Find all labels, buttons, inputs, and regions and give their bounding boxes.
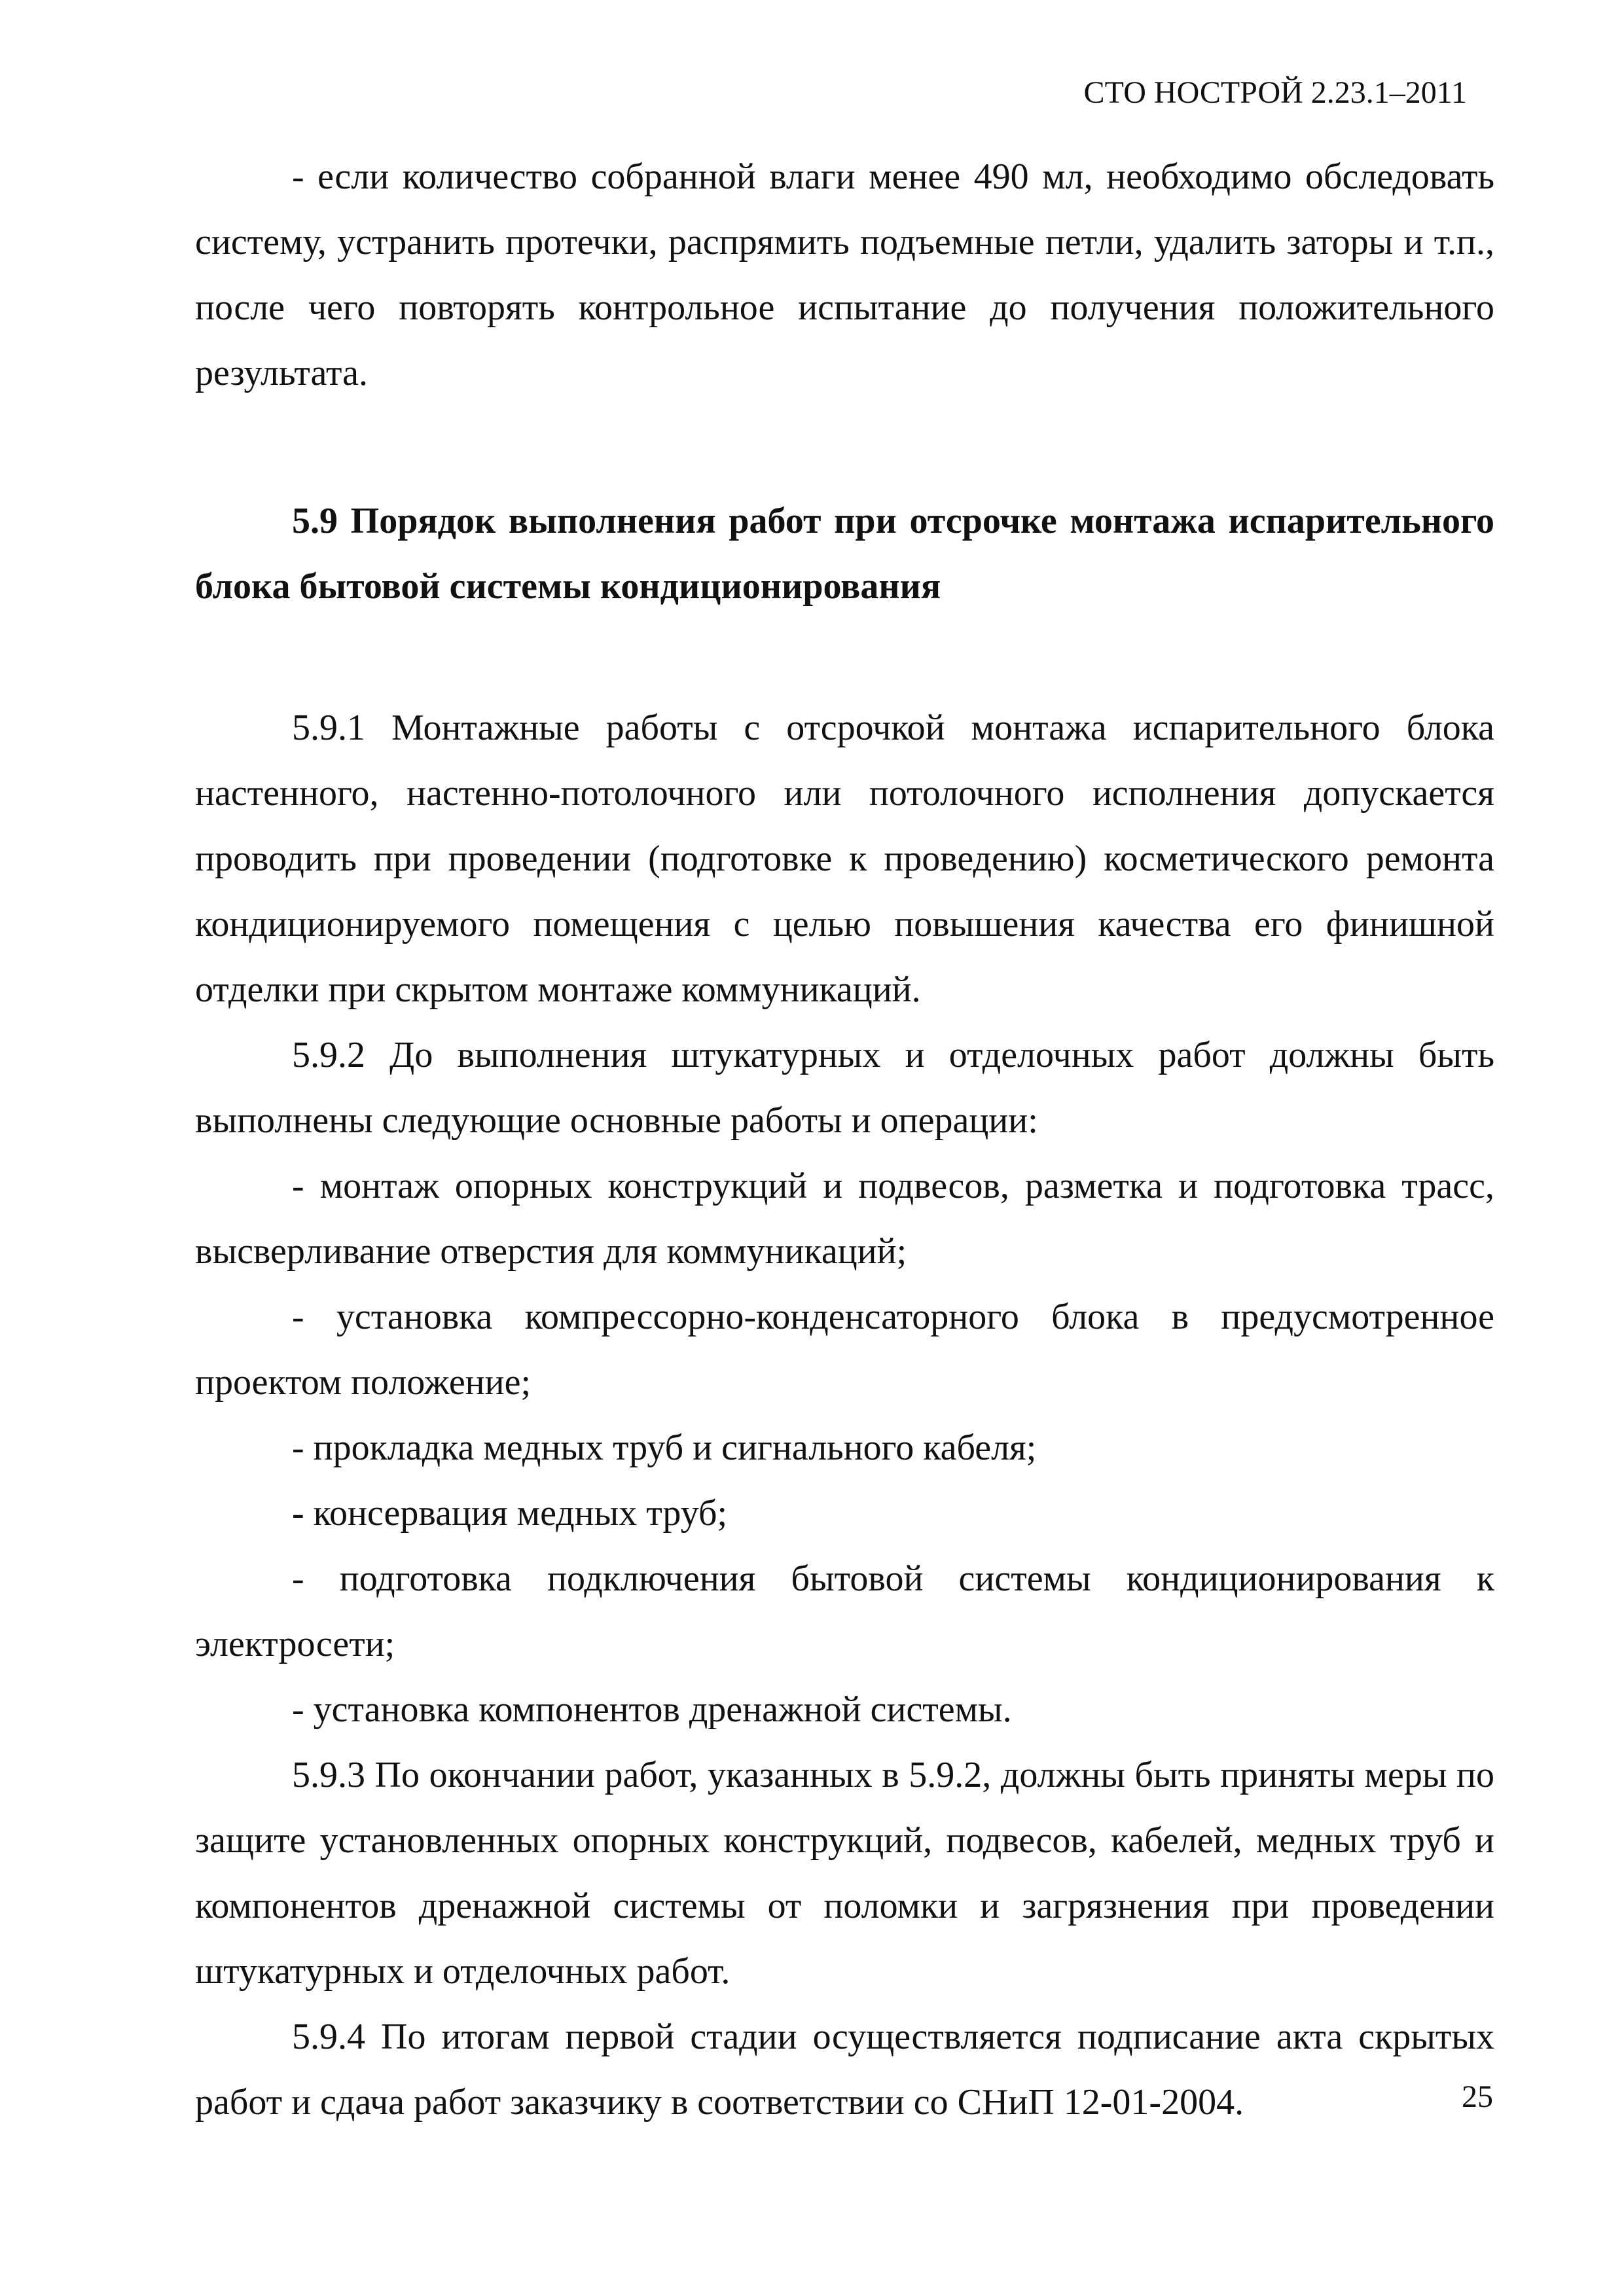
paragraph-5-9-2: 5.9.2 До выполнения штукатурных и отделочных работ должны быть выполнены следующие основные работы и операции:: [195, 1035, 1494, 1141]
document-body: [195, 144, 1494, 2135]
list-item: - установка компрессорно-конденсаторного блока в предусмотренное проектом положение;: [195, 1297, 1494, 1403]
list-item: - подготовка подключения бытовой системы кондиционирования к электросети;: [195, 1558, 1494, 1664]
document-header: СТО НОСТРОЙ 2.23.1–2011: [1083, 75, 1467, 110]
page-number: 25: [1462, 2079, 1493, 2114]
list-item: - установка компонентов дренажной системы.: [292, 1689, 1012, 1730]
section-heading-5-9: 5.9 Порядок выполнения работ при отсрочке монтажа испарительного блока бытовой системы кондиционирования: [195, 501, 1494, 607]
list-item: - консервация медных труб;: [292, 1493, 727, 1534]
paragraph-5-9-1: 5.9.1 Монтажные работы с отсрочкой монтажа испарительного блока настенного, настенно-потолочного или потолочного исполнения допускается проводить при проведении (подготовке к проведению) косметического ремонта кондиционируемого помещения с целью повышения качества его финишной отделки при скрытом монтаже коммуникаций.: [195, 708, 1494, 1010]
paragraph-5-9-3: 5.9.3 По окончании работ, указанных в 5.9.2, должны быть приняты меры по защите установленных опорных конструкций, подвесов, кабелей, медных труб и компонентов дренажной системы от поломки и загрязнения при проведении штукатурных и отделочных работ.: [195, 1755, 1494, 1992]
paragraph-intro: - если количество собранной влаги менее 490 мл, необходимо обследовать систему, устранить протечки, распрямить подъемные петли, удалить заторы и т.п., после чего повторять контрольное испытание до получения положительного результата.: [195, 156, 1494, 393]
paragraph-5-9-4: 5.9.4 По итогам первой стадии осуществляется подписание акта скрытых работ и сдача работ заказчику в соответствии со СНиП 12-01-2004.: [195, 2017, 1494, 2123]
list-item: - прокладка медных труб и сигнального кабеля;: [292, 1427, 1037, 1468]
list-item: - монтаж опорных конструкций и подвесов, разметка и подготовка трасс, высверливание отверстия для коммуникаций;: [195, 1166, 1494, 1272]
